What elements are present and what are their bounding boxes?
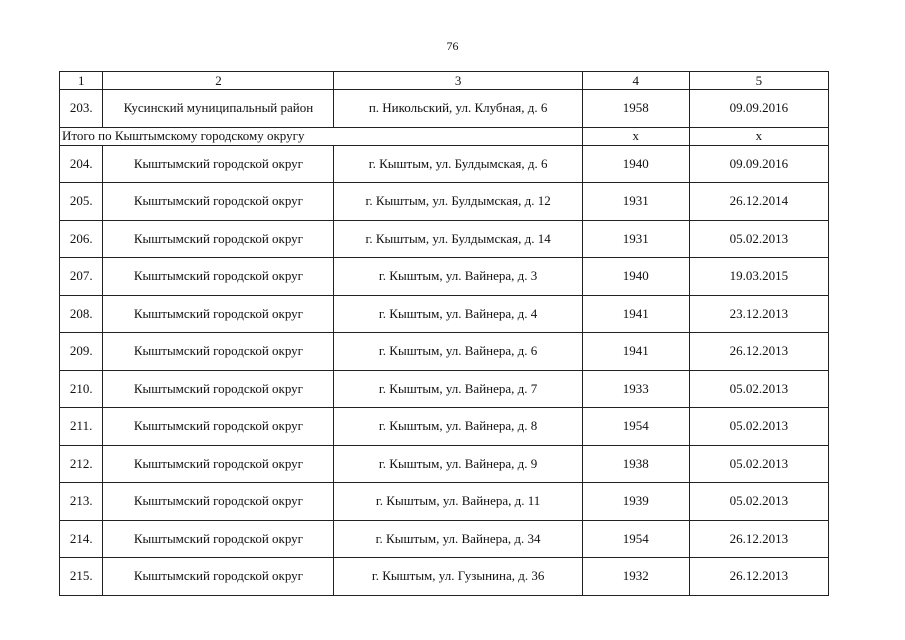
table-row [60,90,829,128]
address-cell: г. Кыштым, ул. Булдымская, д. 14 [334,220,582,258]
date-cell: 26.12.2014 [689,183,828,221]
row-number: 203. [60,90,103,128]
subtotal-col5: x [689,127,828,145]
date-cell: 26.12.2013 [689,333,828,371]
municipality-cell: Кыштымский городской округ [103,333,334,371]
address-cell: г. Кыштым, ул. Вайнера, д. 9 [334,445,582,483]
row-number: 214. [60,520,103,558]
column-header: 4 [582,72,689,90]
date-cell: 26.12.2013 [689,558,828,596]
table-row [60,220,829,258]
year-cell: 1938 [582,445,689,483]
municipality-cell: Кыштымский городской округ [103,258,334,296]
date-cell: 05.02.2013 [689,445,828,483]
year-cell: 1958 [582,90,689,128]
row-number: 213. [60,483,103,521]
address-cell: г. Кыштым, ул. Вайнера, д. 11 [334,483,582,521]
row-number: 211. [60,408,103,446]
year-cell: 1954 [582,520,689,558]
year-cell: 1931 [582,183,689,221]
address-cell: г. Кыштым, ул. Вайнера, д. 6 [334,333,582,371]
municipality-cell: Кыштымский городской округ [103,483,334,521]
municipality-cell: Кыштымский городской округ [103,558,334,596]
row-number: 204. [60,145,103,183]
row-number: 205. [60,183,103,221]
address-cell: г. Кыштым, ул. Гузынина, д. 36 [334,558,582,596]
municipality-cell: Кыштымский городской округ [103,370,334,408]
municipality-cell: Кыштымский городской округ [103,295,334,333]
row-number: 208. [60,295,103,333]
subtotal-col4: x [582,127,689,145]
date-cell: 05.02.2013 [689,370,828,408]
table-row [60,520,829,558]
column-header: 2 [103,72,334,90]
municipality-cell: Кыштымский городской округ [103,520,334,558]
table-row [60,408,829,446]
date-cell: 05.02.2013 [689,220,828,258]
row-number: 209. [60,333,103,371]
column-header: 5 [689,72,828,90]
year-cell: 1933 [582,370,689,408]
municipality-cell: Кыштымский городской округ [103,220,334,258]
table-row [60,333,829,371]
address-cell: г. Кыштым, ул. Вайнера, д. 8 [334,408,582,446]
address-cell: г. Кыштым, ул. Вайнера, д. 4 [334,295,582,333]
column-number-row [60,72,829,90]
municipality-cell: Кыштымский городской округ [103,408,334,446]
year-cell: 1941 [582,295,689,333]
year-cell: 1939 [582,483,689,521]
subtotal-row [60,127,829,145]
year-cell: 1954 [582,408,689,446]
registry-table [59,71,829,596]
date-cell: 09.09.2016 [689,145,828,183]
row-number: 215. [60,558,103,596]
date-cell: 05.02.2013 [689,408,828,446]
table-body [60,72,829,596]
table-row [60,258,829,296]
address-cell: г. Кыштым, ул. Булдымская, д. 6 [334,145,582,183]
address-cell: г. Кыштым, ул. Вайнера, д. 7 [334,370,582,408]
municipality-cell: Кыштымский городской округ [103,445,334,483]
address-cell: г. Кыштым, ул. Булдымская, д. 12 [334,183,582,221]
table-row [60,445,829,483]
table-row [60,295,829,333]
page-number: 76 [446,39,459,53]
year-cell: 1932 [582,558,689,596]
date-cell: 05.02.2013 [689,483,828,521]
subtotal-label: Итого по Кыштымскому городскому округу [60,127,583,145]
table-row [60,558,829,596]
date-cell: 26.12.2013 [689,520,828,558]
column-header: 3 [334,72,582,90]
year-cell: 1940 [582,258,689,296]
address-cell: г. Кыштым, ул. Вайнера, д. 3 [334,258,582,296]
address-cell: г. Кыштым, ул. Вайнера, д. 34 [334,520,582,558]
municipality-cell: Кусинский муниципальный район [103,90,334,128]
address-cell: п. Никольский, ул. Клубная, д. 6 [334,90,582,128]
table-row [60,183,829,221]
row-number: 206. [60,220,103,258]
table-row [60,483,829,521]
table-row [60,145,829,183]
year-cell: 1931 [582,220,689,258]
row-number: 212. [60,445,103,483]
column-header: 1 [60,72,103,90]
municipality-cell: Кыштымский городской округ [103,183,334,221]
date-cell: 09.09.2016 [689,90,828,128]
year-cell: 1941 [582,333,689,371]
date-cell: 19.03.2015 [689,258,828,296]
date-cell: 23.12.2013 [689,295,828,333]
municipality-cell: Кыштымский городской округ [103,145,334,183]
row-number: 210. [60,370,103,408]
row-number: 207. [60,258,103,296]
year-cell: 1940 [582,145,689,183]
table-row [60,370,829,408]
